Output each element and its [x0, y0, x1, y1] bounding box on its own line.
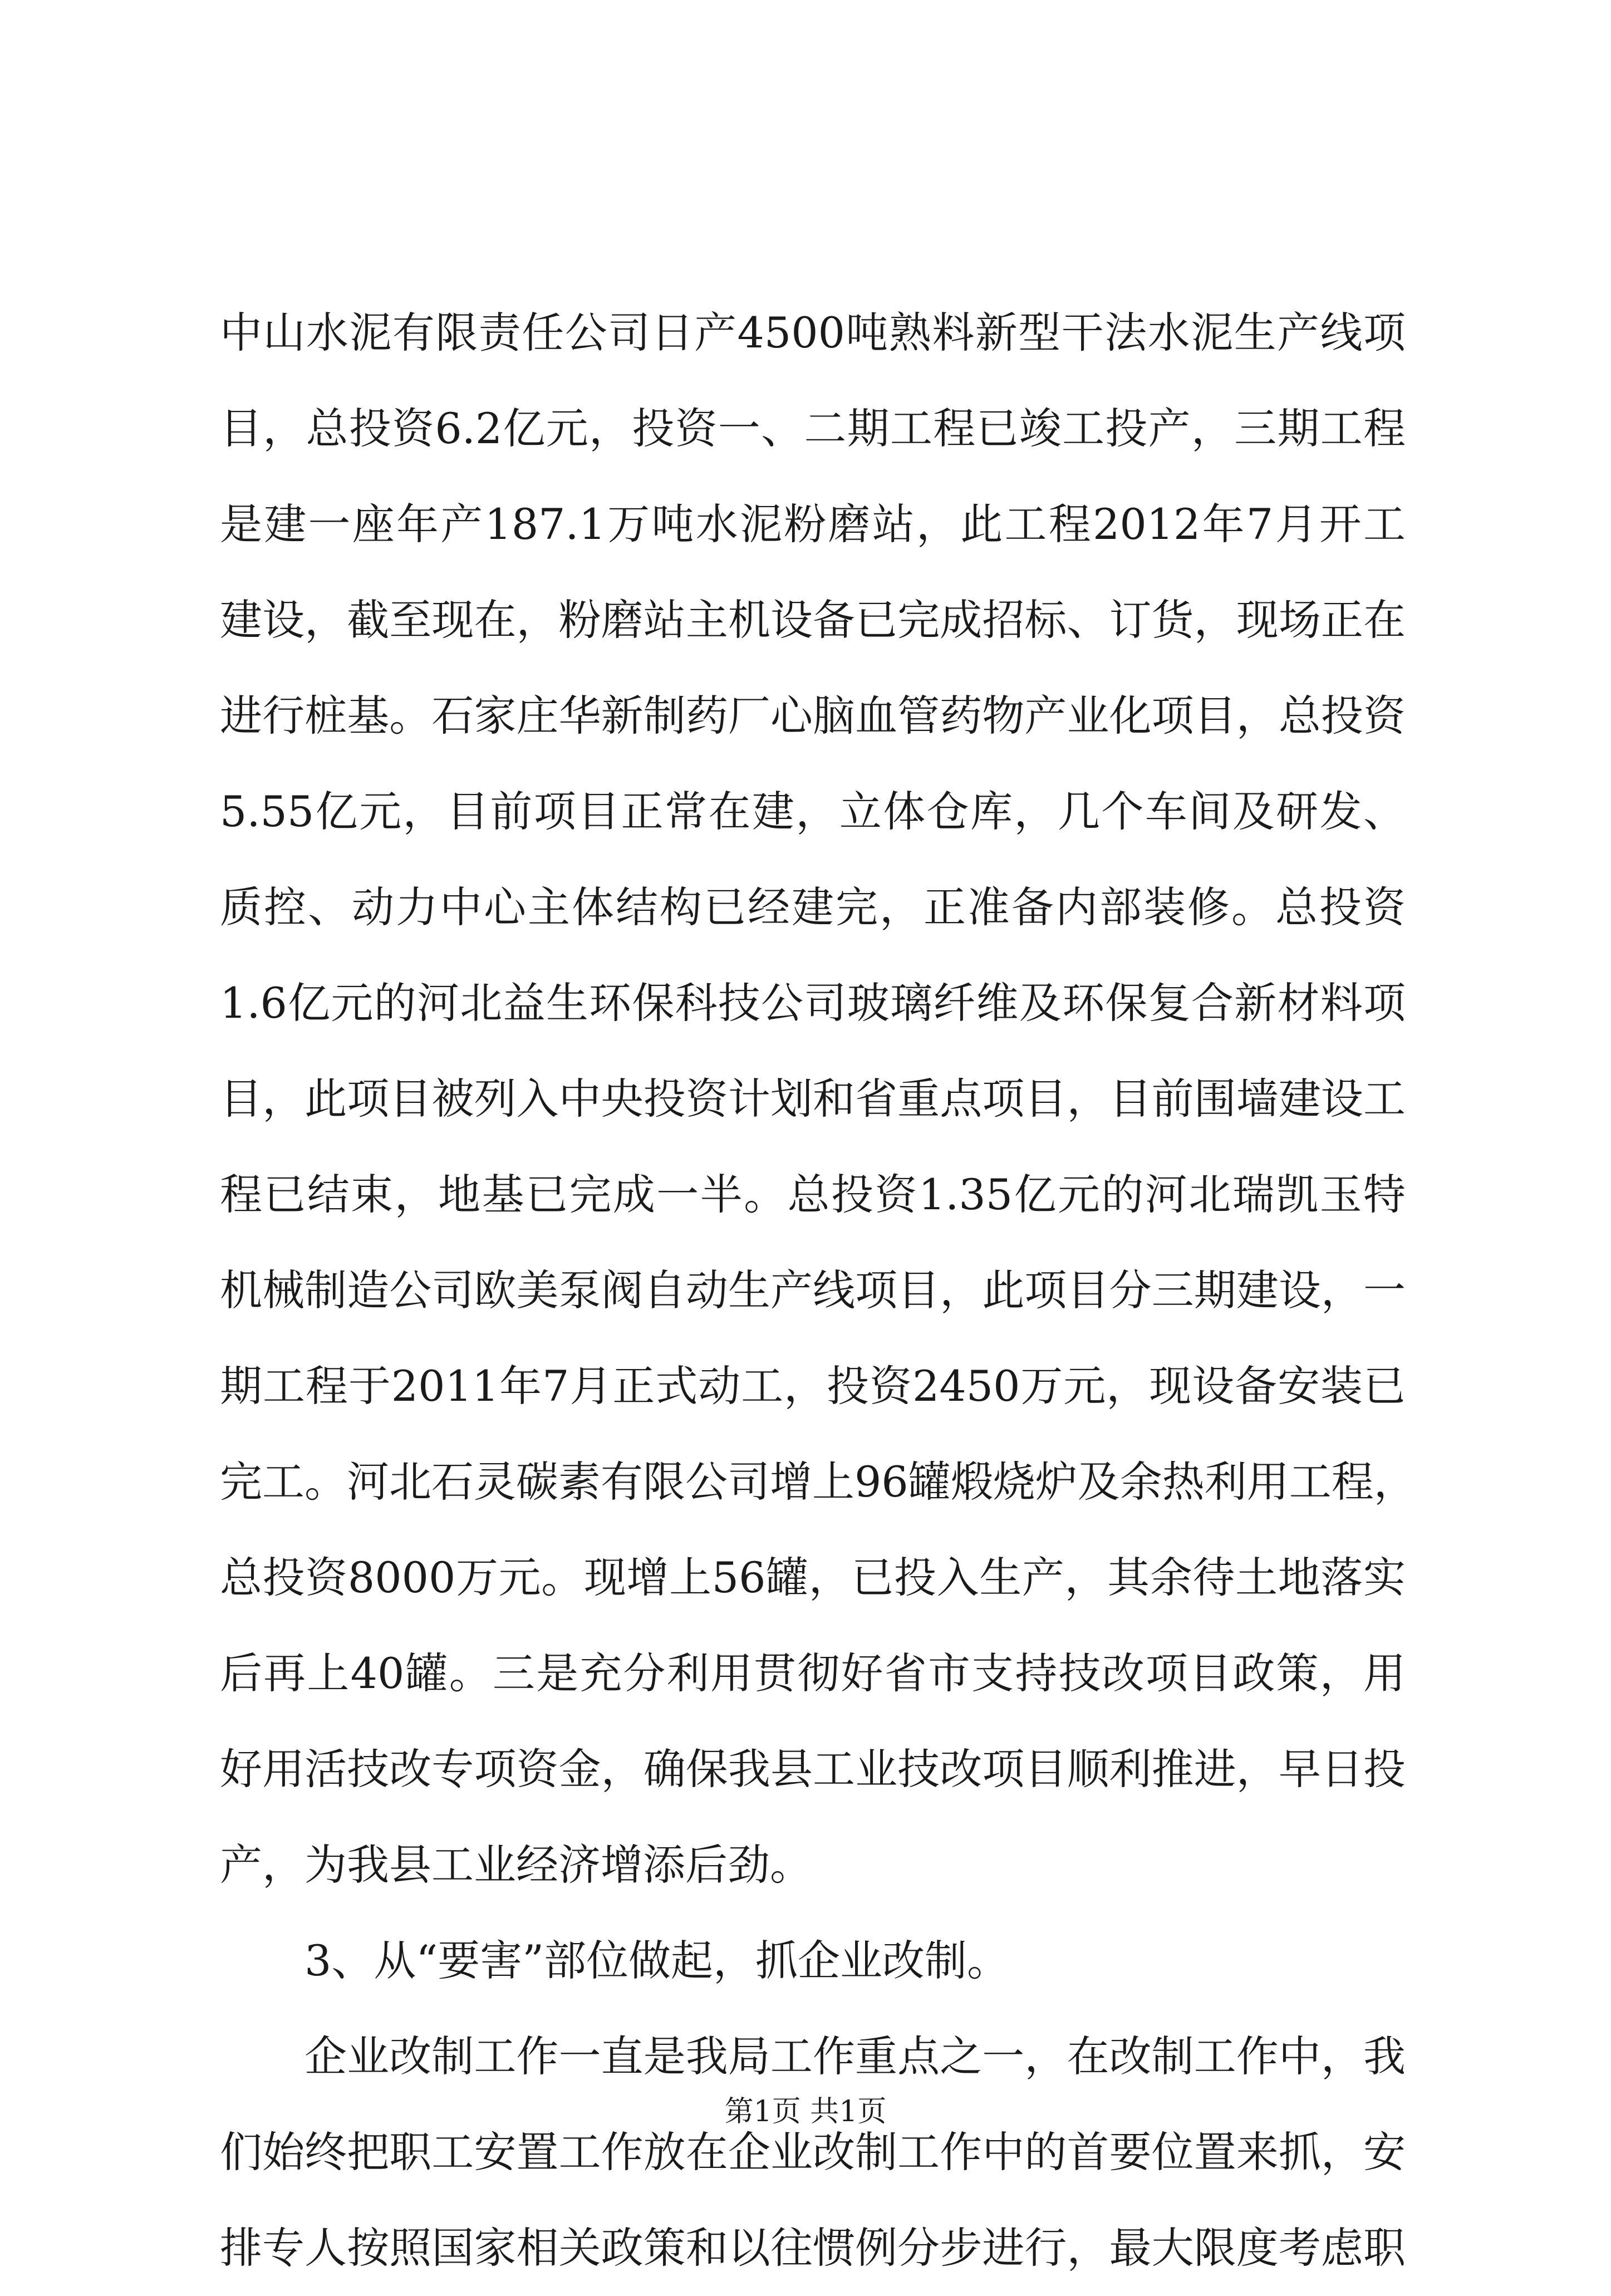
text-line: 质控、动力中心主体结构已经建完，正准备内部装修。总投资: [220, 882, 1406, 932]
text-line: 企业改制工作一直是我局工作重点之一，在改制工作中，我: [304, 2032, 1406, 2081]
text-line: 期工程于2011年7月正式动工，投资2450万元，现设备安装已: [220, 1361, 1406, 1411]
text-line: 程已结束，地基已完成一半。总投资1.35亿元的河北瑞凯玉特: [220, 1170, 1406, 1219]
text-line: 机械制造公司欧美泵阀自动生产线项目，此项目分三期建设，一: [220, 1265, 1406, 1315]
text-line: 中山水泥有限责任公司日产4500吨熟料新型干法水泥生产线项: [220, 308, 1406, 357]
text-line: 排专人按照国家相关政策和以往惯例分步进行，最大限度考虑职: [220, 2223, 1406, 2273]
text-line: 1.6亿元的河北益生环保科技公司玻璃纤维及环保复合新材料项: [220, 978, 1406, 1028]
text-line: 后再上40罐。三是充分利用贯彻好省市支持技改项目政策，用: [220, 1649, 1406, 1698]
text-line: 完工。河北石灵碳素有限公司增上96罐煅烧炉及余热利用工程，: [220, 1457, 1416, 1507]
text-line: 5.55亿元，目前项目正常在建，立体仓库，几个车间及研发、: [220, 787, 1406, 836]
document-body: [220, 285, 1416, 2296]
text-line: 目，总投资6.2亿元，投资一、二期工程已竣工投产，三期工程: [220, 404, 1406, 453]
section-heading: 3、从“要害”部位做起，抓企业改制。: [304, 1936, 1010, 1985]
text-line: 建设，截至现在，粉磨站主机设备已完成招标、订货，现场正在: [220, 595, 1406, 645]
text-line: 目，此项目被列入中央投资计划和省重点项目，目前围墙建设工: [220, 1074, 1406, 1124]
page-number-footer: 第1页 共1页: [724, 2095, 887, 2128]
text-line: 好用活技改专项资金，确保我县工业技改项目顺利推进，早日投: [220, 1744, 1406, 1794]
text-line: 是建一座年产187.1万吨水泥粉磨站，此工程2012年7月开工: [220, 499, 1406, 549]
text-line: 们始终把职工安置工作放在企业改制工作中的首要位置来抓，安: [220, 2127, 1406, 2177]
text-line: 总投资8000万元。现增上56罐，已投入生产，其余待土地落实: [220, 1553, 1406, 1602]
text-line: 产，为我县工业经济增添后劲。: [220, 1840, 812, 1890]
text-line: 进行桩基。石家庄华新制药厂心脑血管药物产业化项目，总投资: [220, 691, 1406, 740]
